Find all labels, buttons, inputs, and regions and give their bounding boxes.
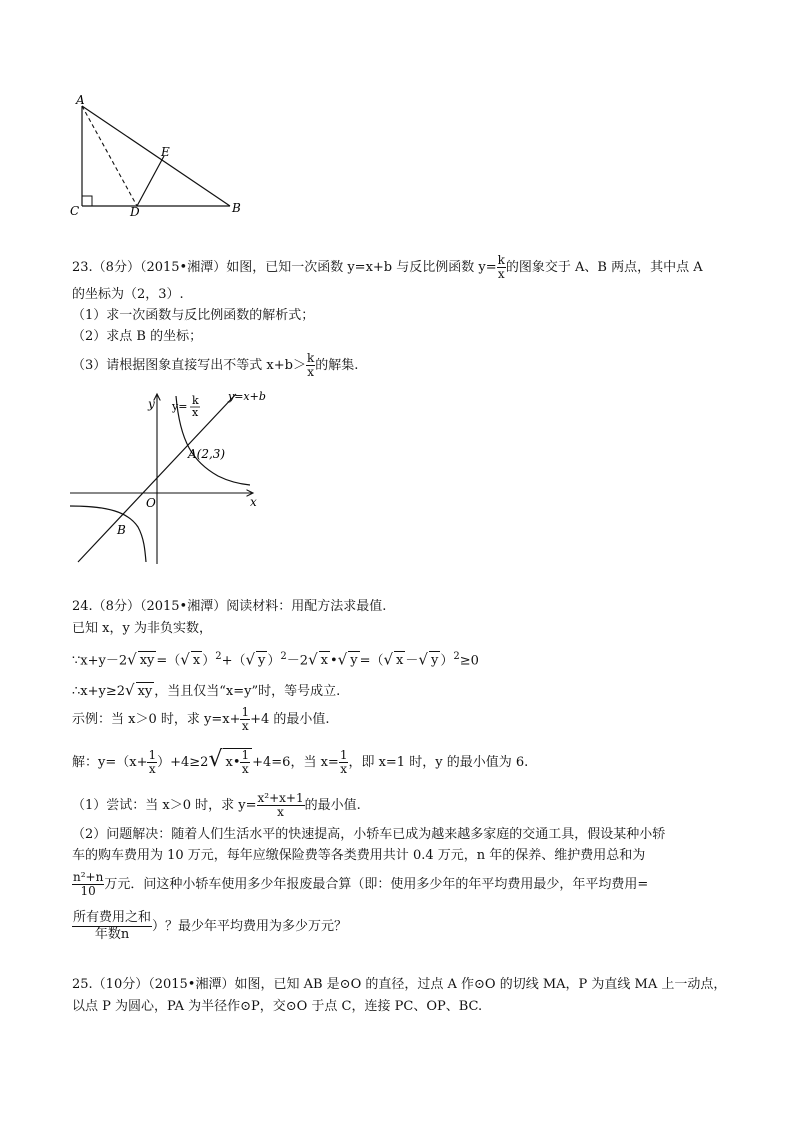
q24-part2-line4: $\frac{\text{所有费用之和}}{\text{年数n}}$ ）？最少年平均费用为多少万元？ <box>73 910 348 942</box>
q24-eq2: ∴x+y≥2√ xy ，当且仅当“x=y”时，等号成立. <box>72 681 341 699</box>
label-c: C <box>70 204 80 218</box>
triangle-figure <box>60 90 260 225</box>
curve-label-x: x <box>192 406 199 419</box>
y-axis-label: y <box>148 397 155 411</box>
function-graph <box>68 382 268 567</box>
q24-part2-line2: 车的购车费用为 10 万元，每年应缴保险费等各类费用共计 0.4 万元，n 年的保养、维护费用总和为 <box>72 848 646 863</box>
label-b: B <box>232 201 241 215</box>
label-e: E <box>161 145 170 159</box>
q24-intro: 24.（8分）（2015•湘潭）阅读材料：用配方法求最值. <box>72 599 387 614</box>
point-b-label: B <box>117 523 126 537</box>
origin-label: O <box>146 496 156 510</box>
q24-eq1: ∵x+y－2√ xy =（√ x ）$^2$+（√ y ）$^2$－2√ x •√ y =（√ x －√ y ）$^2$≥0 <box>72 650 479 669</box>
q23-line2: 的坐标为（2，3）. <box>72 287 184 302</box>
q23-sub3: （3）请根据图象直接写出不等式 x+b＞ $\frac{k}{x}$ 的解集. <box>72 351 359 379</box>
point-a-label: A(2,3) <box>188 447 226 461</box>
x-axis-label: x <box>250 495 257 509</box>
label-a: A <box>76 93 85 107</box>
q24-solution: 解：y=（x+ $\frac{1}{x}$ ）+4≥2√ x• $\frac{1}{x}$ +4=6，当 x= $\frac{1}{x}$ ，即 x=1 时，y 的最小值为 6. <box>72 747 529 776</box>
label-d: D <box>130 205 140 219</box>
curve-label-k: k <box>192 394 199 407</box>
q24-part2-line3: $\frac{\text{n²+n}}{10}$ 万元．问这种小轿车使用多少年报废最合算（即：使用多少年的年平均费用最少，年平均费用= <box>73 870 649 898</box>
fraction-k-over-x: $\frac{k}{x}$ <box>497 253 505 281</box>
curve-label: y= <box>172 400 188 413</box>
q24-given: 已知 x，y 为非负实数， <box>72 621 212 636</box>
q24-part2-line1: （2）问题解决：随着人们生活水平的快速提高，小轿车已成为越来越多家庭的交通工具，假设某种小轿 <box>72 827 666 842</box>
q23-sub1: （1）求一次函数与反比例函数的解析式； <box>72 308 315 323</box>
fraction-k-over-x: $\frac{k}{x}$ <box>306 351 315 379</box>
line-label: y=x+b <box>228 390 266 403</box>
q23-intro: 23.（8分）（2015•湘潭）如图，已知一次函数 y=x+b 与反比例函数 y= $\frac{k}{x}$ 的图象交于 A、B 两点，其中点 A <box>72 253 703 281</box>
q24-example: 示例：当 x＞0 时，求 y=x+ $\frac{1}{x}$ +4 的最小值. <box>72 705 330 733</box>
q23-sub2: （2）求点 B 的坐标； <box>72 329 203 344</box>
q25-line2: 以点 P 为圆心，PA 为半径作⊙P，交⊙O 于点 C，连接 PC、OP、BC. <box>72 999 483 1014</box>
q25-line1: 25.（10分）（2015•湘潭）如图，已知 AB 是⊙O 的直径，过点 A 作⊙O 的切线 MA，P 为直线 MA 上一动点， <box>72 977 727 992</box>
q24-part1: （1）尝试：当 x＞0 时，求 y= $\frac{\text{x²+x+1}}{x}$ 的最小值. <box>72 791 361 819</box>
